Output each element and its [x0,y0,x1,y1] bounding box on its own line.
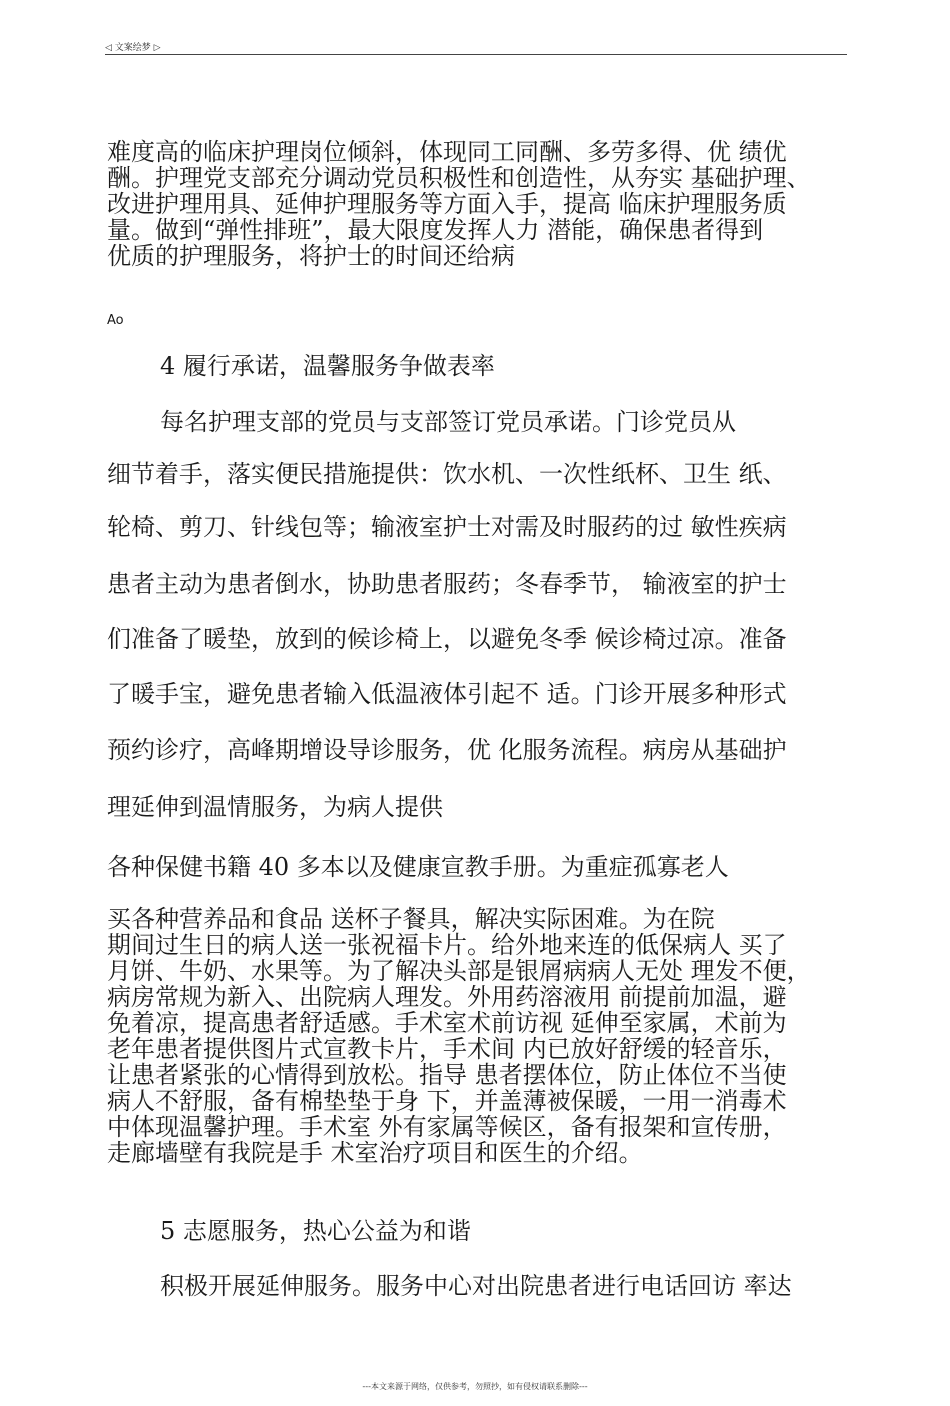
paragraph-line: 量。做到“弹性排班”，最大限度发挥人力 潜能，确保患者得到 [107,216,764,244]
paragraph-line: 病人不舒服，备有棉垫垫于身 下，并盖薄被保暖，一用一消毒术 [107,1087,787,1115]
paragraph-line: 病房常规为新入、出院病人理发。外用药溶液用 前提前加温，避 [107,983,787,1011]
section-heading: 5 志愿服务，热心公益为和谐 [160,1217,471,1245]
paragraph-first-line: 每名护理支部的党员与支部签订党员承诺。门诊党员从 [160,408,736,436]
paragraph-line: 中体现温馨护理。手术室 外有家属等候区，备有报架和宣传册， [107,1113,787,1141]
paragraph-line: 改进护理用具、延伸护理服务等方面入手，提高 临床护理服务质 [107,190,787,218]
paragraph-line: 月饼、牛奶、水果等。为了解决头部是银屑病病人无处 理发不便， [107,957,811,985]
page-footer: ---本文来源于网络，仅供参考，勿照抄，如有侵权请联系删除--- [362,1382,588,1391]
paragraph-line: 轮椅、剪刀、针线包等；输液室护士对需及时服药的过 敏性疾病 [107,513,787,541]
paragraph-line: 各种保健书籍 40 多本以及健康宣教手册。为重症孤寡老人 [107,853,729,881]
paragraph-line: 患者主动为患者倒水，协助患者服药；冬春季节， 输液室的护士 [107,570,787,598]
paragraph-line: 期间过生日的病人送一张祝福卡片。给外地来连的低保病人 买了 [107,931,787,959]
paragraph-line: 们准备了暖垫，放到的候诊椅上，以避免冬季 候诊椅过凉。准备 [107,625,787,653]
paragraph-line: 酬。护理党支部充分调动党员积极性和创造性，从夯实 基础护理、 [107,164,811,192]
paragraph-line: 难度高的临床护理岗位倾斜，体现同工同酬、多劳多得、优 绩优 [107,138,787,166]
paragraph-line: 细节着手，落实便民措施提供：饮水机、一次性纸杯、卫生 纸、 [107,460,787,488]
header-divider [105,54,847,55]
stray-text: Ao [107,313,124,328]
paragraph-first-line: 积极开展延伸服务。服务中心对出院患者进行电话回访 率达 [160,1272,792,1300]
paragraph-line: 免着凉，提高患者舒适感。手术室术前访视 延伸至家属，术前为 [107,1009,787,1037]
paragraph-line: 优质的护理服务，将护士的时间还给病 [107,242,515,270]
paragraph-line: 理延伸到温情服务，为病人提供 [107,793,443,821]
page-header: ◁ 文案绘梦 ▷ [105,43,161,53]
paragraph-line: 买各种营养品和食品 送杯子餐具，解决实际困难。为在院 [107,905,715,933]
paragraph-line: 让患者紧张的心情得到放松。指导 患者摆体位，防止体位不当使 [107,1061,787,1089]
section-heading: 4 履行承诺，温馨服务争做表率 [160,352,495,380]
paragraph-line: 了暖手宝，避免患者输入低温液体引起不 适。门诊开展多种形式 [107,680,787,708]
paragraph-line: 预约诊疗，高峰期增设导诊服务，优 化服务流程。病房从基础护 [107,736,787,764]
paragraph-line: 老年患者提供图片式宣教卡片，手术间 内已放好舒缓的轻音乐， [107,1035,787,1063]
paragraph-line: 走廊墙壁有我院是手 术室治疗项目和医生的介绍。 [107,1139,643,1167]
